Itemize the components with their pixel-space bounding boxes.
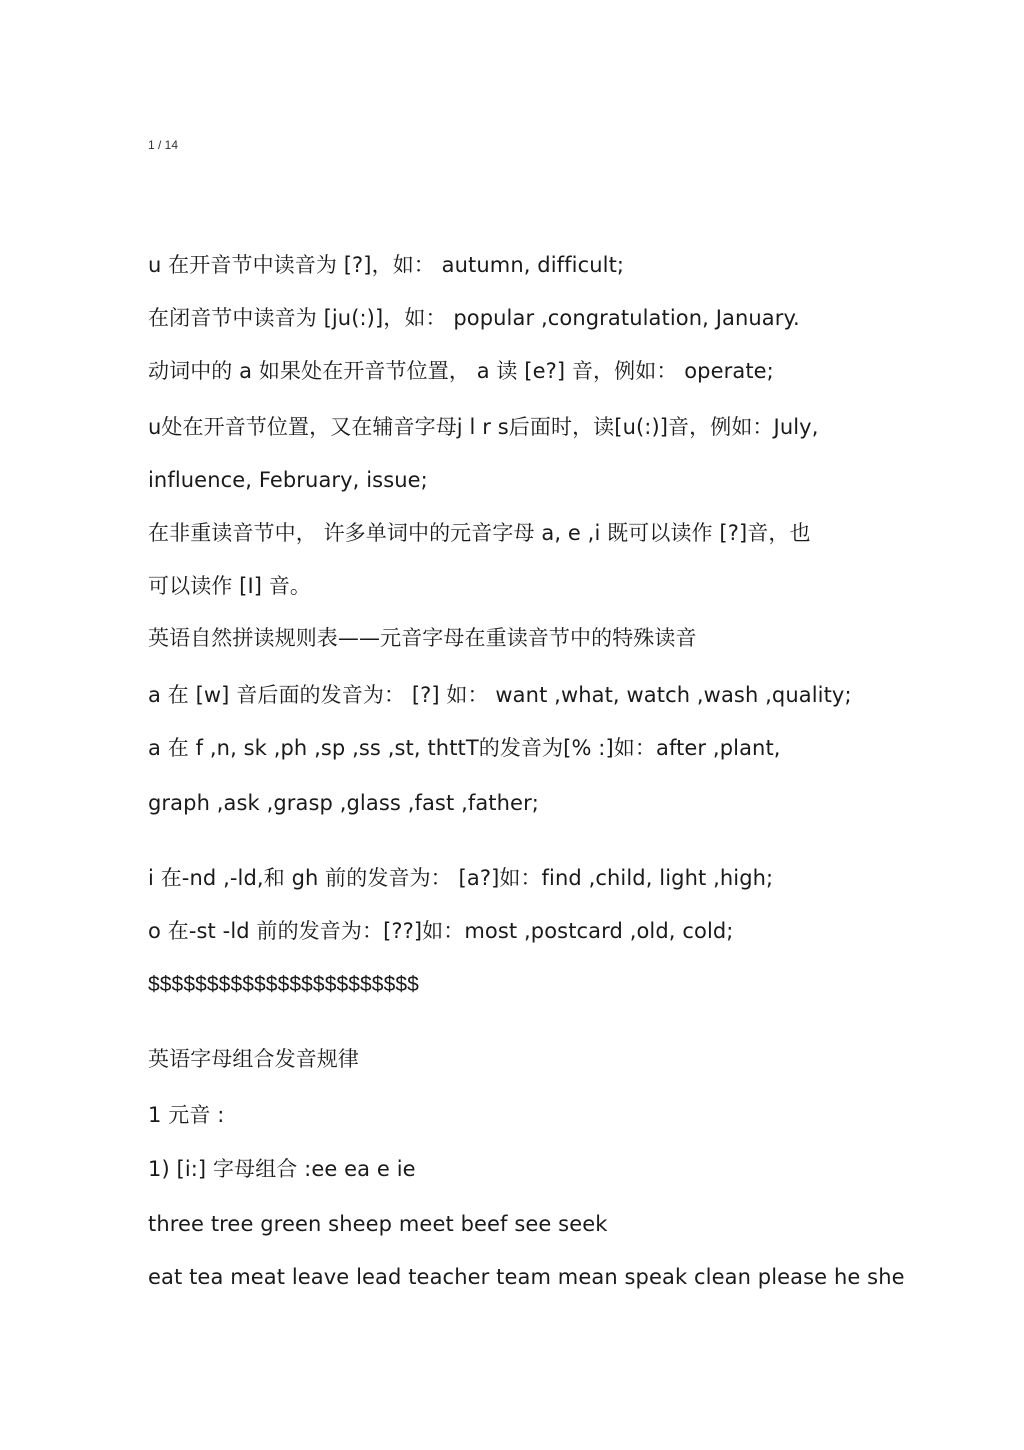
text-line: 在闭音节中读音为 [ju(:)]，如： popular ,congratulation, January.	[148, 306, 800, 330]
text-line: u 在开音节中读音为 [?]，如： autumn, difficult;	[148, 253, 625, 277]
text-line: a 在 f ,n, sk ,ph ,sp ,ss ,st, thttT的发音为[% :]如：after ,plant,	[148, 736, 781, 760]
text-line: 可以读作 [I] 音。	[148, 574, 312, 598]
text-line: 1) [i:] 字母组合 :ee ea e ie	[148, 1157, 416, 1181]
text-line: influence, February, issue;	[148, 468, 428, 492]
text-line: a 在 [w] 音后面的发音为： [?] 如： want ,what, watch ,wash ,quality;	[148, 683, 852, 707]
text-line: eat tea meat leave lead teacher team mean speak clean please he she	[148, 1265, 905, 1289]
separator-line: $$$$$$$$$$$$$$$$$$$$$$$	[148, 973, 419, 996]
text-line: 动词中的 a 如果处在开音节位置， a 读 [e?] 音，例如： operate;	[148, 359, 774, 383]
text-line: 在非重读音节中， 许多单词中的元音字母 a, e ,i 既可以读作 [?]音，也	[148, 521, 811, 545]
page-number: 1 / 14	[148, 138, 179, 152]
text-line: u处在开音节位置，又在辅音字母j l r s后面时，读[u(:)]音，例如：July,	[148, 415, 819, 439]
text-line: i 在-nd ,-ld,和 gh 前的发音为： [a?]如：find ,child, light ,high;	[148, 866, 774, 890]
text-line: o 在-st -ld 前的发音为：[??]如：most ,postcard ,old, cold;	[148, 919, 734, 943]
text-line: 1 元音 :	[148, 1103, 225, 1127]
section-heading: 英语自然拼读规则表——元音字母在重读音节中的特殊读音	[148, 626, 697, 650]
section-heading: 英语字母组合发音规律	[148, 1047, 359, 1071]
text-line: three tree green sheep meet beef see seek	[148, 1212, 608, 1236]
text-line: graph ,ask ,grasp ,glass ,fast ,father;	[148, 791, 539, 815]
